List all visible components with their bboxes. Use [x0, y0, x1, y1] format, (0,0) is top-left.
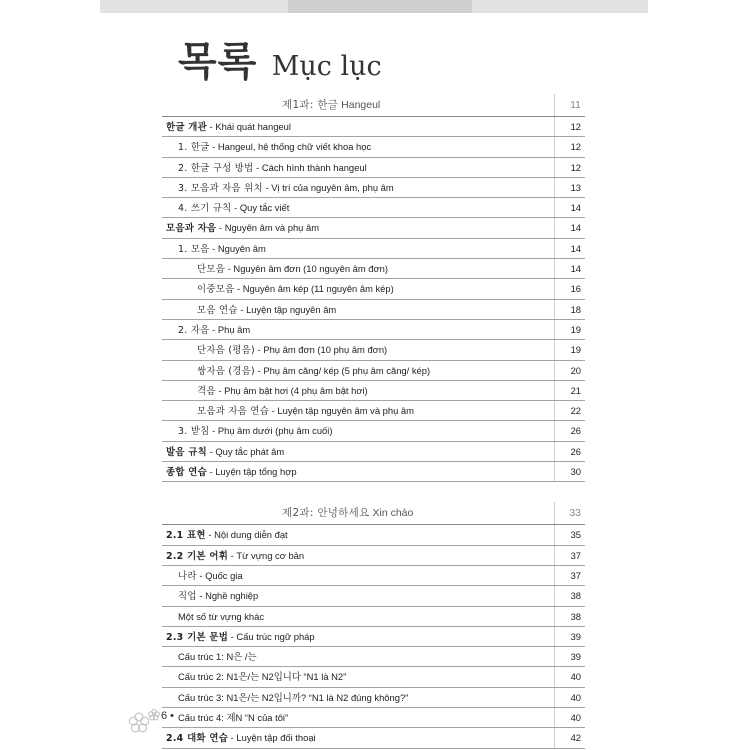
toc-entry-separator: -: [207, 121, 216, 132]
page-column-divider: [554, 462, 555, 481]
toc-entry[interactable]: [162, 320, 585, 340]
toc-entry-page: 14: [570, 222, 581, 234]
toc-entry-text: [166, 462, 545, 482]
toc-entry-page: 37: [570, 549, 581, 561]
toc-entry-korean: 2.3 기본 문법: [166, 631, 229, 643]
page-column-divider: [554, 401, 555, 420]
toc-entry-text: [178, 239, 545, 259]
toc-entry-page: 18: [570, 303, 581, 315]
toc-entry-vietnamese: Phụ âm: [217, 323, 251, 335]
toc-entry-text: [178, 320, 545, 340]
toc-entry-text: [197, 401, 545, 421]
page-column-divider: [554, 667, 555, 686]
toc-entry-korean: 2. 자음: [178, 324, 210, 336]
page-column-divider: [554, 586, 555, 605]
toc-entry-separator: -: [254, 364, 264, 376]
toc-entry[interactable]: [162, 566, 585, 586]
toc-entry-separator: -: [215, 384, 225, 396]
toc-entry-vietnamese: Cấu trúc 3: N1은/는 N2입니까? “N1 là N2 đúng không?”: [178, 691, 409, 703]
toc-entry[interactable]: [162, 525, 585, 545]
toc-entry-text: [282, 94, 545, 116]
toc-entry-separator: -: [209, 141, 218, 153]
page-column-divider: [554, 239, 555, 258]
toc-entry-separator: -: [228, 630, 237, 642]
toc-entry[interactable]: [162, 279, 585, 299]
toc-entry-korean: 3. 모음과 자음 위치: [178, 182, 263, 194]
toc-entry-vietnamese: Nguyên âm: [217, 242, 266, 254]
toc-entry-korean: 제2과: 안녕하세요: [282, 507, 370, 520]
toc-entry-vietnamese: Vị trí của nguyên âm, phụ âm: [271, 181, 394, 193]
toc-entry-page: 37: [570, 569, 581, 581]
toc-entry-text: [166, 546, 545, 566]
page-column-divider: [554, 647, 555, 666]
toc-entry-page: 21: [570, 384, 581, 396]
toc-entry[interactable]: [162, 688, 585, 708]
toc-entry-text: [178, 688, 545, 708]
toc-entry-page: 20: [570, 364, 581, 376]
toc-entry-page: 22: [570, 405, 581, 417]
toc-entry-text: [178, 708, 545, 728]
page-column-divider: [554, 728, 555, 747]
toc-entry-separator: -: [205, 529, 215, 541]
toc-entry-korean: 1. 모음: [178, 243, 210, 255]
toc-entry-text: [197, 361, 545, 381]
toc-entry-vietnamese: Quốc gia: [205, 569, 243, 581]
toc-entry[interactable]: [162, 627, 585, 647]
toc-entry-korean: 이중모음: [197, 284, 235, 296]
toc-entry-separator: -: [269, 405, 278, 417]
toc-entry-vietnamese: Quy tắc viết: [239, 202, 290, 214]
page-column-divider: [554, 566, 555, 585]
page-column-divider: [554, 218, 555, 237]
toc-entry-korean: 제1과: 한글: [282, 99, 339, 111]
toc-entry[interactable]: [162, 381, 585, 401]
toc-entry-page: 26: [570, 445, 581, 457]
toc-entry-page: 13: [570, 181, 581, 193]
toc-entry-korean: 2.2 기본 어휘: [166, 550, 229, 562]
toc-entry[interactable]: [162, 586, 585, 606]
toc-entry-vietnamese: Cấu trúc 1: N은 /는: [178, 651, 257, 663]
toc-entry-separator: -: [225, 263, 234, 275]
toc-entry-vietnamese: Luyện tập nguyên âm và phụ âm: [277, 405, 414, 417]
toc-entry-text: [197, 300, 545, 320]
toc-entry-page: 12: [570, 161, 581, 173]
toc-entry-vietnamese: Cấu trúc ngữ pháp: [236, 630, 315, 642]
page-column-divider: [554, 279, 555, 298]
toc-entry-page: 14: [570, 263, 581, 275]
toc-entry-text: [166, 442, 545, 462]
toc-entry-separator: -: [234, 283, 243, 295]
toc-entry-korean: 한글 개관: [166, 122, 207, 133]
toc-entry-text: [282, 502, 545, 524]
toc-entry[interactable]: [162, 647, 585, 667]
toc-entry-separator: -: [196, 590, 206, 602]
page-title: [178, 30, 382, 87]
toc-entry-page: 39: [570, 651, 581, 663]
toc-entry-page: 38: [570, 610, 581, 622]
toc-entry[interactable]: [162, 708, 585, 728]
toc-entry-text: [166, 728, 545, 748]
page-column-divider: [554, 94, 555, 116]
toc-entry-korean: 나라: [178, 570, 197, 582]
page-column-divider: [554, 421, 555, 440]
toc-entry-vietnamese: Quy tắc phát âm: [215, 445, 285, 457]
page-column-divider: [554, 502, 555, 524]
toc-entry-korean: 단자음 (평음): [197, 345, 255, 357]
toc-entry-separator: -: [228, 732, 237, 744]
toc-entry-separator: -: [253, 161, 262, 173]
toc-entry-vietnamese: Hangeul, hệ thống chữ viết khoa học: [217, 141, 372, 153]
toc-entry[interactable]: [162, 361, 585, 381]
top-bar-segment: [288, 0, 472, 13]
toc-entry-page: 40: [570, 712, 581, 724]
toc-entry-vietnamese: Luyện tập nguyên âm: [246, 303, 337, 315]
toc-entry[interactable]: [162, 728, 585, 748]
toc-entry-separator: -: [254, 344, 264, 356]
toc-entry-vietnamese: Nội dung diễn đạt: [214, 529, 288, 541]
toc-entry-separator: -: [209, 425, 218, 437]
toc-entry-vietnamese: Nghề nghiệp: [205, 590, 259, 602]
toc-entry-text: [178, 586, 545, 606]
toc-entry-korean: 쌍자음 (경음): [197, 365, 255, 377]
toc-entry-vietnamese: Xin chào: [372, 507, 414, 520]
toc-entry-korean: 2. 한글 구성 방법: [178, 162, 254, 174]
toc-entry-text: [197, 259, 545, 279]
toc-entry[interactable]: [162, 239, 585, 259]
toc-entry[interactable]: [162, 401, 585, 421]
toc-entry-page: 12: [570, 121, 581, 132]
toc-entry[interactable]: [162, 421, 585, 441]
page-column-divider: [554, 708, 555, 727]
toc-entry-vietnamese: Nguyên âm và phụ âm: [224, 222, 320, 234]
toc-entry[interactable]: [162, 259, 585, 279]
toc-entry-page: 39: [570, 630, 581, 642]
section-gap: [162, 482, 585, 502]
toc-entry[interactable]: [162, 300, 585, 320]
toc-entry-page: 33: [569, 507, 581, 520]
toc-entry-separator: -: [209, 242, 218, 254]
toc-entry-korean: 직업: [178, 591, 197, 603]
toc-lesson-heading[interactable]: [162, 502, 585, 525]
toc-entry-text: [178, 647, 545, 667]
toc-entry-page: 26: [570, 425, 581, 437]
toc-entry-separator: -: [209, 323, 218, 335]
flower-icon: [128, 708, 162, 736]
toc-entry-separator: -: [196, 569, 206, 581]
toc-entry-vietnamese: Nguyên âm kép (11 nguyên âm kép): [242, 283, 394, 295]
toc-entry-separator: -: [207, 445, 216, 457]
page-column-divider: [554, 259, 555, 278]
toc-entry-page: 42: [570, 732, 581, 744]
title-vietnamese: Mục lục: [271, 51, 382, 82]
toc-entry-korean: 격음: [197, 385, 216, 397]
toc-entry-vietnamese: Khái quát hangeul: [215, 121, 291, 132]
title-korean: 목록: [178, 39, 258, 85]
toc-entry-korean: 4. 쓰기 규칙: [178, 203, 232, 215]
toc-entry-text: [197, 279, 545, 299]
toc-entry[interactable]: [162, 546, 585, 566]
toc-entry-page: 19: [570, 344, 581, 356]
top-decoration-bar: [100, 0, 648, 13]
toc-entry-page: 40: [570, 671, 581, 683]
toc-entry-page: 38: [570, 590, 581, 602]
toc-entry-korean: 2.1 표현: [166, 530, 206, 542]
table-of-contents: [162, 94, 585, 749]
toc-entry[interactable]: [162, 218, 585, 238]
toc-entry-vietnamese: Từ vựng cơ bản: [236, 549, 305, 561]
toc-entry[interactable]: [162, 137, 585, 157]
toc-entry-korean: 발음 규칙: [166, 446, 207, 458]
toc-entry-vietnamese: Nguyên âm đơn (10 nguyên âm đơn): [233, 263, 388, 275]
toc-entry-vietnamese: Phụ âm căng/ kép (5 phụ âm căng/ kép): [263, 364, 431, 376]
toc-entry-vietnamese: Một số từ vựng khác: [178, 610, 265, 622]
page-column-divider: [554, 300, 555, 319]
toc-entry[interactable]: [162, 667, 585, 687]
toc-entry[interactable]: [162, 607, 585, 627]
page-column-divider: [554, 607, 555, 626]
toc-entry-vietnamese: Cấu trúc 4: 제N “N của tôi”: [178, 712, 289, 724]
page-column-divider: [554, 320, 555, 339]
toc-entry-separator: -: [237, 303, 247, 315]
toc-entry-vietnamese: Phụ âm đơn (10 phụ âm đơn): [263, 344, 388, 356]
toc-entry-page: 35: [570, 529, 581, 541]
toc-entry-page: 30: [570, 466, 581, 478]
toc-entry-page: 16: [570, 283, 581, 295]
page-column-divider: [554, 158, 555, 177]
toc-entry-separator: -: [216, 222, 225, 234]
toc-entry-separator: -: [207, 466, 216, 478]
page-column-divider: [554, 525, 555, 544]
toc-entry-text: [197, 340, 545, 360]
page-column-divider: [554, 178, 555, 197]
toc-entry-vietnamese: Cấu trúc 2: N1은/는 N2입니다 “N1 là N2”: [178, 671, 347, 683]
toc-entry-korean: 모음과 자음: [166, 223, 217, 235]
toc-entry-text: [178, 137, 545, 157]
page-column-divider: [554, 442, 555, 461]
toc-entry-separator: -: [262, 181, 272, 193]
page-column-divider: [554, 340, 555, 359]
toc-entry-text: [178, 667, 545, 687]
toc-entry-text: [178, 158, 545, 178]
toc-entry-text: [197, 381, 545, 401]
page-column-divider: [554, 361, 555, 380]
toc-entry-text: [178, 607, 545, 627]
toc-entry-page: 14: [570, 202, 581, 214]
toc-entry[interactable]: [162, 340, 585, 360]
page-column-divider: [554, 137, 555, 156]
toc-entry-text: [166, 627, 545, 647]
toc-entry[interactable]: [162, 178, 585, 198]
toc-entry-text: [166, 525, 545, 545]
toc-entry-page: 14: [570, 242, 581, 254]
toc-entry[interactable]: [162, 442, 585, 462]
toc-entry-vietnamese: Cách hình thành hangeul: [261, 161, 367, 173]
toc-entry-vietnamese: Hangeul: [341, 99, 381, 111]
toc-entry-text: [166, 218, 545, 238]
toc-entry-page: 19: [570, 323, 581, 335]
toc-entry[interactable]: [162, 158, 585, 178]
toc-entry[interactable]: [162, 117, 585, 137]
toc-entry-separator: -: [228, 549, 237, 561]
toc-entry-korean: 3. 받침: [178, 426, 210, 438]
toc-entry-korean: 단모음: [197, 264, 226, 276]
page-column-divider: [554, 627, 555, 646]
toc-lesson-heading[interactable]: [162, 94, 585, 117]
toc-entry[interactable]: [162, 462, 585, 482]
toc-entry-vietnamese: Luyện tập tổng hợp: [215, 466, 297, 478]
toc-entry-text: [178, 421, 545, 441]
toc-entry-separator: -: [231, 202, 240, 214]
toc-entry-text: [166, 117, 545, 137]
page-column-divider: [554, 688, 555, 707]
toc-entry-vietnamese: Phụ âm dưới (phụ âm cuối): [217, 425, 333, 437]
page-column-divider: [554, 198, 555, 217]
toc-entry-korean: 2.4 대화 연습: [166, 733, 229, 745]
page-column-divider: [554, 117, 555, 136]
toc-entry-korean: 1. 한글: [178, 142, 210, 154]
toc-entry-korean: 모음 연습: [197, 304, 238, 316]
toc-entry-page: 11: [570, 99, 581, 111]
page-number: 6 •: [161, 710, 175, 722]
toc-entry-text: [178, 566, 545, 586]
toc-entry-page: 40: [570, 691, 581, 703]
toc-entry-korean: 종합 연습: [166, 467, 207, 479]
toc-entry[interactable]: [162, 198, 585, 218]
toc-entry-korean: 모음과 자음 연습: [197, 406, 270, 418]
toc-entry-text: [178, 198, 545, 218]
toc-entry-vietnamese: Luyện tập đối thoại: [236, 732, 316, 744]
toc-entry-vietnamese: Phụ âm bật hơi (4 phụ âm bật hơi): [224, 384, 368, 396]
toc-entry-page: 12: [570, 141, 581, 153]
page-column-divider: [554, 546, 555, 565]
toc-entry-text: [178, 178, 545, 198]
page-column-divider: [554, 381, 555, 400]
